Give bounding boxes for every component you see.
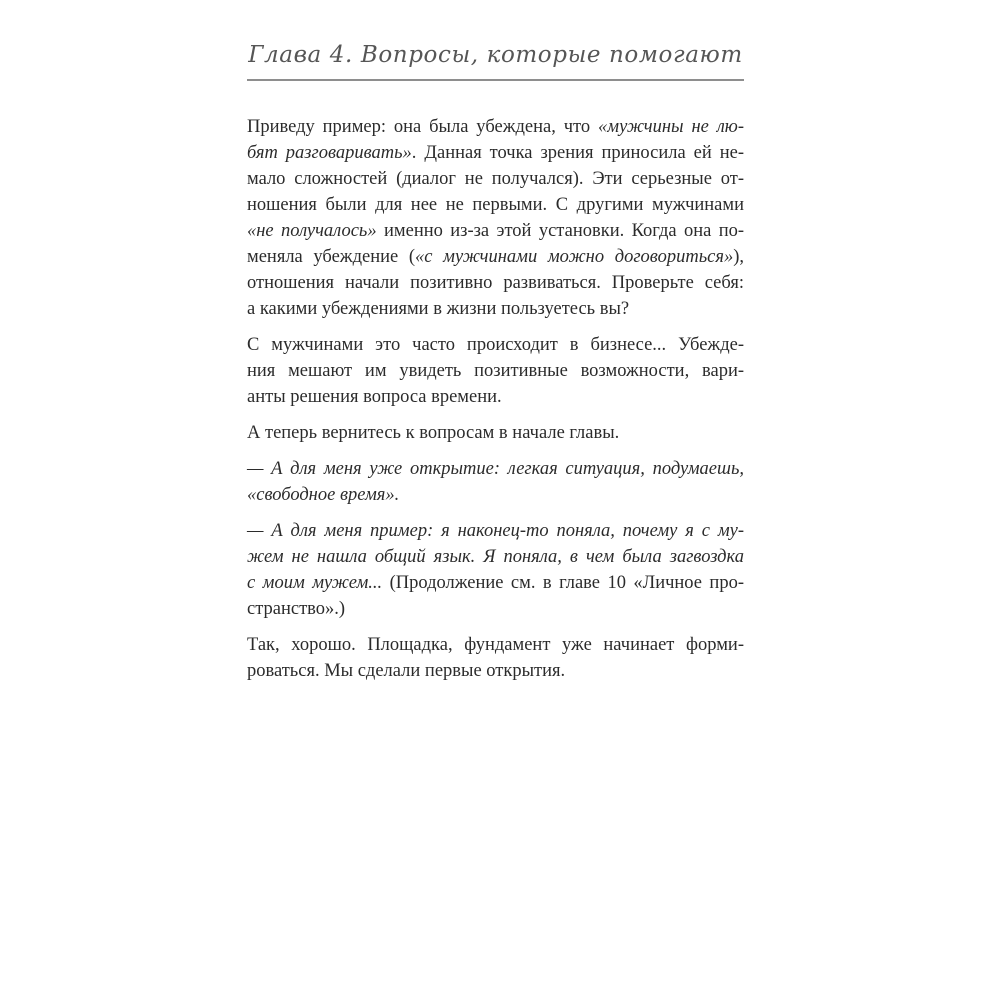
text-run: ния мешают им увидеть позитивные возможности, вари- xyxy=(247,361,744,381)
text-run: ношения были для нее не первыми. С другими мужчинами xyxy=(247,195,744,215)
paragraph xyxy=(247,332,744,410)
italic-text-run: жем не нашла общий язык. Я поняла, в чем была загвоздка xyxy=(247,547,744,567)
italic-text-run: «с мужчинами можно договориться» xyxy=(415,247,734,267)
text-line xyxy=(247,332,744,358)
text-line xyxy=(247,456,744,482)
header-rule xyxy=(247,79,744,81)
text-line xyxy=(247,632,744,658)
text-run: Приведу пример: она была убеждена, что xyxy=(247,117,599,137)
text-run: анты решения вопроса времени. xyxy=(247,387,502,407)
paragraph xyxy=(247,114,744,322)
italic-text-run: «свободное время». xyxy=(247,485,400,505)
text-run: Так, хорошо. Площадка, фундамент уже начинает форми- xyxy=(247,635,744,655)
italic-text-run: — А для меня пример: я наконец-то поняла, почему я с му- xyxy=(247,521,744,541)
text-run: отношения начали позитивно развиваться. Проверьте себя: xyxy=(247,273,744,293)
paragraph xyxy=(247,632,744,684)
text-line xyxy=(247,192,744,218)
paragraph xyxy=(247,420,744,446)
text-line xyxy=(247,596,744,622)
text-run: роваться. Мы сделали первые открытия. xyxy=(247,661,566,681)
text-run: а какими убеждениями в жизни пользуетесь вы? xyxy=(247,299,630,319)
paragraph xyxy=(247,518,744,622)
text-line xyxy=(247,384,744,410)
text-run: А теперь вернитесь к вопросам в начале главы. xyxy=(247,423,620,443)
text-run: мало сложностей (диалог не получался). Эти серьезные от- xyxy=(247,169,744,189)
body-text-column xyxy=(247,114,744,694)
text-line xyxy=(247,482,744,508)
italic-text-run: «мужчины не лю- xyxy=(598,117,744,137)
italic-text-run: «не получалось» xyxy=(247,221,377,241)
italic-text-run: бят разговаривать» xyxy=(247,143,412,163)
text-run: ), xyxy=(733,247,744,267)
text-run: . Данная точка зрения приносила ей не- xyxy=(411,143,744,163)
text-line xyxy=(247,420,744,446)
text-line xyxy=(247,244,744,270)
text-run: С мужчинами это часто происходит в бизнесе... Убежде- xyxy=(247,335,744,355)
text-line xyxy=(247,570,744,596)
text-line xyxy=(247,296,744,322)
text-line xyxy=(247,218,744,244)
text-run: меняла убеждение ( xyxy=(247,247,416,267)
text-run: странство».) xyxy=(247,599,346,619)
text-line xyxy=(247,114,744,140)
text-line xyxy=(247,358,744,384)
text-run: именно из-за этой установки. Когда она по- xyxy=(376,221,745,241)
italic-text-run: с моим мужем... xyxy=(247,573,383,593)
text-run: (Продолжение см. в главе 10 «Личное про- xyxy=(382,573,744,593)
chapter-header-title: Глава 4. Вопросы, которые помогают xyxy=(248,42,743,68)
text-line xyxy=(247,270,744,296)
text-line xyxy=(247,658,744,684)
text-line xyxy=(247,166,744,192)
text-line xyxy=(247,140,744,166)
text-line xyxy=(247,518,744,544)
paragraph xyxy=(247,456,744,508)
text-line xyxy=(247,544,744,570)
italic-text-run: — А для меня уже открытие: легкая ситуация, подумаешь, xyxy=(247,459,744,479)
